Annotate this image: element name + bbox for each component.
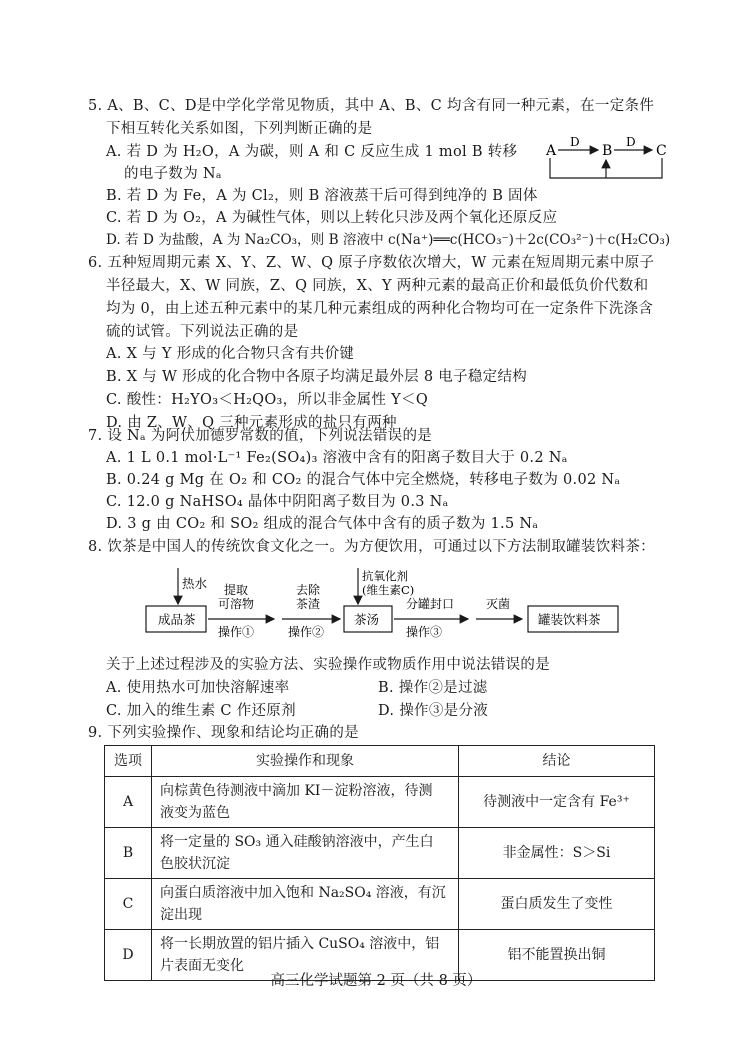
q8-option-b: B. 操作②是过滤 xyxy=(378,680,488,696)
q7-option-b: B. 0.24 g Mg 在 O₂ 和 CO₂ 的混合气体中完全燃烧，转移电子数为 0.02 Nₐ xyxy=(106,472,621,488)
q6-stem-line3: 均为 0，由上述五种元素中的某几种元素组成的两种化合物均可在一定条件下洗涤含 xyxy=(106,301,654,317)
row-conclusion: 待测液中一定含有 Fe³⁺ xyxy=(459,777,655,828)
q6-stem-line4: 硫的试管。下列说法正确的是 xyxy=(106,324,299,340)
antioxidant-label-1: 抗氧化剂 xyxy=(362,569,408,583)
box-finished-tea-label: 成品茶 xyxy=(158,612,196,627)
step3-op: 操作③ xyxy=(406,625,443,639)
row-description-line2: 液变为蓝色 xyxy=(160,805,230,821)
row-description-line1: 向棕黄色待测液中滴加 KI－淀粉溶液，待测 xyxy=(160,783,433,799)
q8-stem: 8. 饮茶是中国人的传统饮食文化之一。为方便饮用，可通过以下方法制取罐装饮料茶： xyxy=(88,539,655,555)
row-option: C xyxy=(105,879,152,930)
q5-option-a-line1: A. 若 D 为 H₂O，A 为碳，则 A 和 C 反应生成 1 mol B 转移 xyxy=(106,144,518,160)
row-conclusion: 蛋白质发生了变性 xyxy=(459,879,655,930)
antioxidant-label-2: (维生素C) xyxy=(362,583,415,597)
row-description-line1: 将一定量的 SO₃ 通入硅酸钠溶液中，产生白 xyxy=(160,834,434,850)
header-operation: 实验操作和现象 xyxy=(152,746,459,777)
q8-process-flow xyxy=(140,566,650,646)
q9-stem: 9. 下列实验操作、现象和结论均正确的是 xyxy=(88,725,359,741)
q6-option-a: A. X 与 Y 形成的化合物只含有共价键 xyxy=(106,346,355,362)
q6-stem-line2: 半径最大，X、W 同族，Z、Q 同族，X、Y 两种元素的最高正价和最低负价代数和 xyxy=(106,278,649,294)
node-b: B xyxy=(602,143,613,159)
q6-option-b: B. X 与 W 形成的化合物中各原子均满足最外层 8 电子稳定结构 xyxy=(106,369,528,385)
box-canned-tea-label: 罐装饮料茶 xyxy=(538,612,601,627)
row-option: B xyxy=(105,828,152,879)
row-description-line1: 向蛋白质溶液中加入饱和 Na₂SO₄ 溶液，有沉 xyxy=(160,885,446,901)
step1-top-b: 可溶物 xyxy=(218,597,255,611)
step1-top-a: 提取 xyxy=(224,583,249,597)
header-option: 选项 xyxy=(105,746,152,777)
box-tea-soup-label: 茶汤 xyxy=(354,612,380,627)
row-conclusion: 非金属性：S＞Si xyxy=(459,828,655,879)
q7-option-d: D. 3 g 由 CO₂ 和 SO₂ 组成的混合气体中含有的质子数为 1.5 Nₐ xyxy=(106,516,539,532)
q6-stem-line1: 6. 五种短周期元素 X、Y、Z、W、Q 原子序数依次增大，W 元素在短周期元素中原子 xyxy=(88,255,655,271)
page-footer: 高三化学试题第 2 页（共 8 页） xyxy=(270,973,482,989)
q8-option-d: D. 操作③是分液 xyxy=(378,703,489,719)
table-header-row xyxy=(105,746,655,777)
row-description-line2: 色胶状沉淀 xyxy=(160,856,230,872)
row-option: A xyxy=(105,777,152,828)
q7-option-a: A. 1 L 0.1 mol·L⁻¹ Fe₂(SO₄)₃ 溶液中含有的阳离子数目大于 0.2 Nₐ xyxy=(106,450,568,466)
q6-option-d: D. 由 Z、W、Q 三种元素形成的盐只有两种 xyxy=(106,415,397,431)
q8-option-a: A. 使用热水可加快溶解速率 xyxy=(106,680,290,696)
q5-option-d: D. 若 D 为盐酸，A 为 Na₂CO₃，则 B 溶液中 c(Na⁺)══c(HCO₃⁻)＋2c(CO₃²⁻)＋c(H₂CO₃) xyxy=(106,232,671,248)
q6-option-c: C. 酸性：H₂YO₃＜H₂QO₃，所以非金属性 Y＜Q xyxy=(106,392,429,408)
q5-stem-line2: 下相互转化关系如图，下列判断正确的是 xyxy=(106,121,373,137)
step2-top-a: 去除 xyxy=(296,583,321,597)
table-row xyxy=(105,777,655,828)
step1-op: 操作① xyxy=(218,625,255,639)
q5-option-b: B. 若 D 为 Fe，A 为 Cl₂，则 B 溶液蒸干后可得到纯净的 B 固体 xyxy=(106,188,538,204)
step3-top: 分罐封口 xyxy=(406,597,455,611)
row-description xyxy=(152,828,459,879)
node-a: A xyxy=(546,143,557,159)
arrow-label-d2: D xyxy=(626,136,636,149)
table-row xyxy=(105,879,655,930)
node-c: C xyxy=(656,143,667,159)
q7-stem: 7. 设 Nₐ 为阿伏加德罗常数的值，下列说法错误的是 xyxy=(88,428,433,444)
row-description xyxy=(152,879,459,930)
row-description-line2: 片表面无变化 xyxy=(160,958,244,974)
q5-option-a-line2: 的电子数为 Nₐ xyxy=(124,166,222,182)
row-description-line2: 淀出现 xyxy=(160,907,202,923)
step4-top: 灭菌 xyxy=(486,597,511,611)
arrow-label-d1: D xyxy=(570,136,580,149)
q5-stem-line1: 5. A、B、C、D是中学化学常见物质，其中 A、B、C 均含有同一种元素，在一定条件 xyxy=(88,98,655,114)
q5-conversion-diagram xyxy=(540,136,676,188)
row-description-line1: 将一长期放置的铝片插入 CuSO₄ 溶液中，铝 xyxy=(160,936,440,952)
q5-option-c: C. 若 D 为 O₂，A 为碱性气体，则以上转化只涉及两个氧化还原反应 xyxy=(106,210,558,226)
header-conclusion: 结论 xyxy=(459,746,655,777)
table-row xyxy=(105,828,655,879)
q8-question: 关于上述过程涉及的实验方法、实验操作或物质作用中说法错误的是 xyxy=(106,657,550,673)
step2-top-b: 茶渣 xyxy=(296,597,321,611)
row-description xyxy=(152,777,459,828)
q8-option-c: C. 加入的维生素 C 作还原剂 xyxy=(106,703,296,719)
hot-water-label: 热水 xyxy=(182,576,208,591)
q9-table xyxy=(104,745,655,981)
row-conclusion: 铝不能置换出铜 xyxy=(459,930,655,981)
q7-option-c: C. 12.0 g NaHSO₄ 晶体中阴阳离子数目为 0.3 Nₐ xyxy=(106,494,449,510)
step2-op: 操作② xyxy=(288,625,325,639)
row-option: D xyxy=(105,930,152,981)
